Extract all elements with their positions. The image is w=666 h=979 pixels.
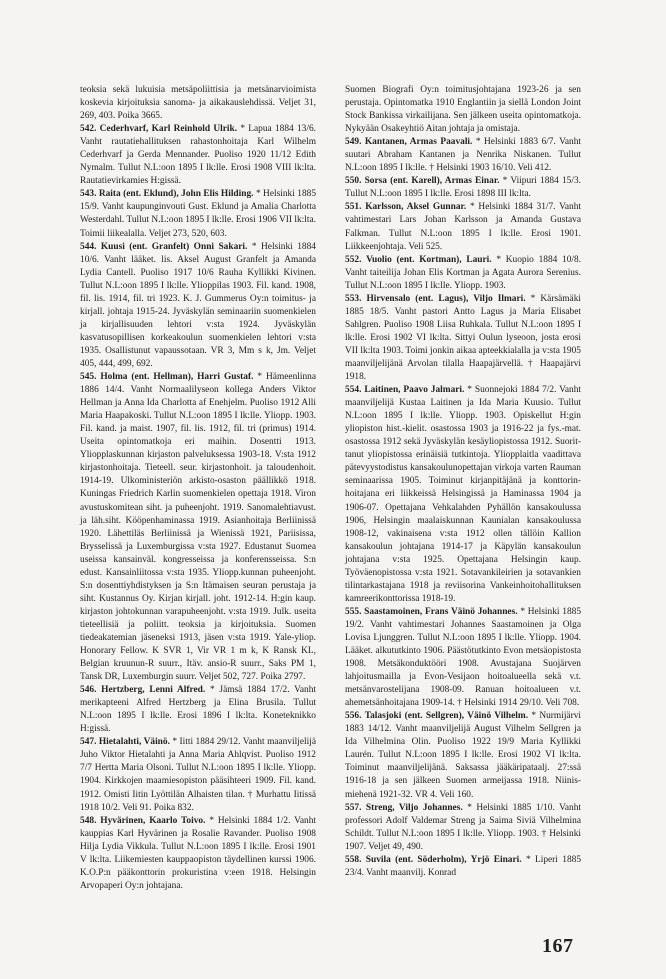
entry-number: 557. [345,802,362,813]
entry-number: 543. [80,189,97,200]
entry-number: 552. [345,254,362,265]
entry-551 [345,201,581,253]
entry-text: * Helsinki 1883 6/7. Vanht suutari Abraham Kantanen ja Nenrika Niskanen. Tullut N.L:oon 1895 I lk:lle. † Helsinki 1903 16/10. Veli 412. [345,137,582,174]
entry-text: * Suonnejoki 1884 7/2. Vanht maanviljelijä Kustaa Laitinen ja Ida Maria Kuusio. Tullut N.L:oon 1895 I lk:lle. Yliopp. 1903. Opiskellut H:gin yliopiston hist.-kielit. osastossa 1903 ja 1916-22 ja fys.-mat. osastossa 1912 sekä Jyväskylän kesäyliopistossa 1912. Suorittanut yliopistossa erinäisiä tutkintoja. Yliopplaitla vaadittava pätevyystodistus kansakoulunopettajan virkoja varten Rauman seminaarissa 1905. Toiminut kirjanpitäjänä ja konttorinhoitajana eri liikkeissä Helsingissä ja Haminassa 1904 ja 1906-07. Opettajana Vehkalahden Pyhällön kansakoulussa 1906, Helsingin maalaiskunnan Kaunialan kansakoulussa 1908-12, vakinaisena v:sta 1912 ollen tällöin Kallion kansakoulun johtajana 1914-17 ja Käpylän kansakoulun johtajana v:sta 1925. Opettajana Helsingin kaup. Työväenopistossa v:sta 1921. Sotavankileirien ja sotavankien tilintarkastajana 1918 ja reviisorina Vankeinhoitohallituksen kamreerikonttorissa 1918-19. [345,385,582,604]
entry-number: 548. [80,815,97,826]
entry-name: Raita (ent. Eklund), John Elis Hilding. [98,189,254,200]
entry-text: * Helsinki 1884 31/7. Vanht vahtimestari Lars Johan Karlsson ja Amanda Gustava Falkman. Tullut N.L:oon 1895 I lk:lle. Erosi 1901. Liikkeenjohtaja. Veli 525. [345,202,582,252]
entry-text: * Iitti 1884 29/12. Vanht maanviljelijä Juho Viktor Hietalahti ja Anna Maria Ahlqvist. Puoliso 1912 7/7 Hertta Maria Olsoni. Tullut N.L:oon 1895 I lk:lle. Yliopp. 1904. Kirkkojen maamiesopiston pääsihteeri 1909. Fil. kand. 1912. Omisti Iitin Lyöttilän Alhaisten tilan. † Murhattu Iitissä 1918 10/2. Veli 91. Poika 832. [80,737,317,813]
entry-546 [80,684,316,736]
entry-name: Holma (ent. Hellman), Harri Gustaf. [100,372,254,383]
entry-name: Streng, Viljo Johannes. [365,802,463,813]
entry-text: teoksia sekä lukuisia metsäpoliittisia ja metsänarvioimista koskevia kirjoituksia sanoma- ja aikakauslehdissä. Veljet 31, 269, 403. Poika 3665. [80,85,316,122]
entry-543 [80,188,316,240]
entry-name: Saastamoinen, Frans Väinö Johannes. [364,606,518,617]
entry-text: * Nurmijärvi 1883 14/12. Vanht maanviljelijä August Vilhelm Sellgren ja Ida Vilhelmina Olin. Puoliso 1922 19/9 Maria Kyllikki Laurén. Tullut N.L:oon 1895 I lk:lle. Erosi 1902 VI lk:lta. Toiminut maanviljelijänä. Saksassa jääkäripataalj. 27:ssä 1916-18 ja sen jälkeen Suomen armeijassa 1918. Niinismiehenä 1921-32. VR 4. Veli 160. [345,711,582,800]
entry-text: * Helsinki 1885 19/2. Vanht vahtimestari Johannes Saastamoinen ja Olga Lovisa Ljunggren. Tullut N.L:oon 1895 I lk:lle. Yliopp. 1904. Lääket. alkututkinto 1906. Päästötutkinto Evon metsäopistosta 1908. Metsäkonduktööri 1908. Avustajana Suojärven lahjoitusmailla ja Evon-Vesijaon hoitoalueella sekä v.t. metsänvarostelijana 1908-09. Ranuan hoitoalueen v.t. ahemetsänhoitajana 1909-14. † Helsinki 1914 29/10. Veli 708. [345,606,582,709]
entry-552 [345,254,581,293]
entry-545 [80,371,316,684]
entry-556 [345,710,581,801]
entry-text: * Helsinki 1884 1/2. Vanht kauppias Karl Hyvärinen ja Rosalie Ravander. Puoliso 1908 Hilja Lydia Vikkula. Tullut N.L:oon 1895 I lk:lle. Erosi 1901 V lk:lta. Liikemiesten kauppaopiston täydellinen kurssi 1906. K.O.P:n pääkonttorin prokuristina v:een 1918. Helsingin Arvopaperi Oy:n johtajana. [80,815,317,891]
entry-name: Hirvensalo (ent. Lagus), Viljo Ilmari. [366,293,526,304]
entry-text: * Helsinki 1885 1/10. Vanht professori Adolf Valdemar Streng ja Saima Siviä Vilhelmina Schildt. Tullut N.L:oon 1895 I lk:lle. Yliopp. 1903. † Helsinki 1907. Veljet 49, 490. [345,802,582,852]
page-number: 167 [542,935,574,957]
entry-554 [345,384,581,606]
entry-number: 550. [345,176,362,187]
entry-name: Hertzberg, Lenni Alfred. [101,685,206,696]
entry-number: 547. [80,737,97,748]
entry-557 [345,802,581,854]
entry-number: 545. [80,372,97,383]
entry-555 [345,606,581,710]
entry-number: 554. [345,385,362,396]
left-column [80,84,316,893]
entry-text: * Jämsä 1884 17/2. Vanht merikapteeni Alfred Hertzberg ja Elina Brusila. Tullut N.L:oon 1895 I lk:lle. Erosi 1896 I lk:lta. Koneteknikko H:gissä. [80,685,317,735]
entry-number: 556. [345,711,362,722]
entry-number: 555. [345,606,362,617]
entry-number: 551. [345,202,362,213]
entry-549 [345,136,581,175]
entry-name: Hyvärinen, Kaarlo Toivo. [100,815,206,826]
entry-text: * Kärsämäki 1885 18/5. Vanht pastori Antto Lagus ja Maria Elisabet Sahlgren. Puoliso 1908 Liisa Ruhkala. Tullut N.L:oon 1895 I lk:lle. Erosi 1902 VI lk:lta. Sittyi Oulun lyseoon, josta erosi VII lk:lta 1903. Toimi jonkin aikaa apteekkialalla ja v:sta 1905 maanviljelijänä Arvolan tilalla Haapajärvellä. † Haapajärvi 1918. [345,293,582,383]
entry-544 [80,241,316,371]
entry-name: Laitinen, Paavo Jalmari. [364,385,465,396]
entry-text: Suomen Biografi Oy:n toimitusjohtajana 1923-26 ja sen perustaja. Opintomatka 1910 Englantiin ja siellä London Joint Stock Bankissa virkailijana. Sen jälkeen useita opintomatkoja. Nykyään Osakeyhtiö Aitan johtaja ja omistaja. [345,85,581,135]
entry-number: 542. [80,124,97,135]
entry-name: Suvila (ent. Söderholm), Yrjö Einari. [365,854,522,865]
entry-name: Hietalahti, Väinö. [98,737,170,748]
entry-547 [80,736,316,814]
entry-number: 553. [345,293,362,304]
entry-text: * Hämeenlinna 1886 14/4. Vanht Normaalilyseon kollega Anders Viktor Hellman ja Anna Ida Charlotta af Enehjelm. Puoliso 1912 Alli Maria Haapakoski. Tullut N.L:oon 1895 I lk:lle. Yliopp. 1903. Fil. kand. ja maist. 1907, fil. lis. 1912, fil. tri (primus) 1914. Useita opintomatkoja eri maihin. Dosentti 1913. Yliopplaskunnan kirjaston palveluksessa 1903-18. V:sta 1912 kirjastonhoitaja. Tieteell. seur. kirjastonhoit. ja taloudenhoit. 1914-19. Ulkoministeriön arkisto-osaston päällikkö 1918. Kuningas Friedrich Karlin suomenkielen opettaja 1918. Viron avustuskomitean siht. ja puheenjoht. 1919. Sanomalehtiavust. ja läh.siht. Kööpenhaminassa 1919. Asianhoitaja Berliinissä 1920. Lähettiläs Berliinissä ja Wienissä 1921, Pariisissa, Brysselissä ja Luxemburgissa v:sta 1927. Edustanut Suomea useissa kansainväl. kongresseissa ja konferensseissa. S:n edust. Kansainliitossa v:sta 1935. Yliopp.kunnan puheenjoht. S:n dosenttiyhdistyksen ja S:n Itämaisen seuran perustaja ja siht. Kustannus Oy. Kirjan kirjall. joht. 1912-14. H:gin kaup. kirjaston johtokunnan varapuheenjoht. v:sta 1919. Julk. useita tieteellisiä ja poliitt. teoksia ja kirjoituksia. Suomen tiedeakatemian jäseneksi 1913, jäsen v:sta 1919. Yale-yliop. Honorary Fellow. K SVR 1, Vir VR 1 m k, K Ransk KL, Belgian kruunun-R suurr., Itäv. ansio-R suurr., Saks PM 1, Tansk DR, Luxemburgin suurr. Veljet 502, 727. Poika 2797. [80,372,317,683]
entry-text: * Helsinki 1885 15/9. Vanht kaupunginvouti Gust. Eklund ja Amalia Charlotta Westerdahl. Tullut N.L:oon 1895 I lk:lle. Erosi 1906 VII lk:lta. Toimii liikealalla. Veljet 273, 520, 603. [80,189,317,239]
entry-548 [80,815,316,893]
entry-text: * Helsinki 1884 10/6. Vanht lääket. lis. Aksel August Granfelt ja Amanda Lydia Cantell. Puoliso 1917 10/6 Rauha Kyllikki Kivinen. Tullut N.L:oon 1895 I lk:lle. Ylioppilas 1903. Fil. kand. 1908, fil. lis. 1914, fil. tri 1923. K. J. Gummerus Oy:n toimitus- ja kirjall. johtaja 1915-24. Jyväskylän seminaariin suomenkielen ja kirjallisuuden lehtori v:sta 1924. Jyväskylän kasvatusopillisen korkeakoulun suomenkielen lehtori v:sta 1935. Osallistunut vapaussotaan. VR 3, Mm s k, Jm. Veljet 405, 444, 499, 692. [80,241,316,369]
entry-continuation [80,84,316,123]
entry-558 [345,854,581,880]
entry-continuation [345,84,581,136]
entry-name: Kantanen, Armas Paavali. [364,137,473,148]
entry-550 [345,175,581,201]
entry-number: 544. [80,241,97,252]
entry-number: 558. [345,854,362,865]
entry-number: 549. [345,137,362,148]
entry-name: Kuusi (ent. Granfelt) Onni Sakari. [100,241,248,252]
entry-name: Vuolio (ent. Kortman), Lauri. [366,254,492,265]
right-column [345,84,581,880]
entry-name: Cederhvarf, Karl Reinhold Ulrik. [99,124,238,135]
entry-text: * Lapua 1884 13/6. Vanht rautatiehallituksen rahastonhoitaja Karl Wilhelm Cederhvarf ja Gerda Mennander. Puoliso 1920 11/12 Edith Nymalm. Tullut N.L:oon 1895 I lk:lle. Erosi 1908 VIII lk:lta. Rautatievirkamies H:gissä. [80,124,316,187]
entry-text: * Liperi 1885 23/4. Vanht maanvilj. Konrad [345,854,582,878]
entry-553 [345,293,581,384]
entry-text: * Viipuri 1884 15/3. Tullut N.L:oon 1895 I lk:lle. Erosi 1898 III lk:lta. [345,176,582,200]
entry-name: Talasjoki (ent. Sellgren), Väinö Vilhelm. [364,711,529,722]
entry-name: Sorsa (ent. Karell), Armas Einar. [364,176,500,187]
entry-text: * Kuopio 1884 10/8. Vanht taiteilija Johan Elis Kortman ja Agata Aurora Serenius. Tullut N.L:oon 1895 I lk:lle. Yliopp. 1903. [345,254,582,291]
entry-name: Karlsson, Aksel Gunnar. [365,202,467,213]
entry-number: 546. [80,685,97,696]
entry-542 [80,123,316,188]
